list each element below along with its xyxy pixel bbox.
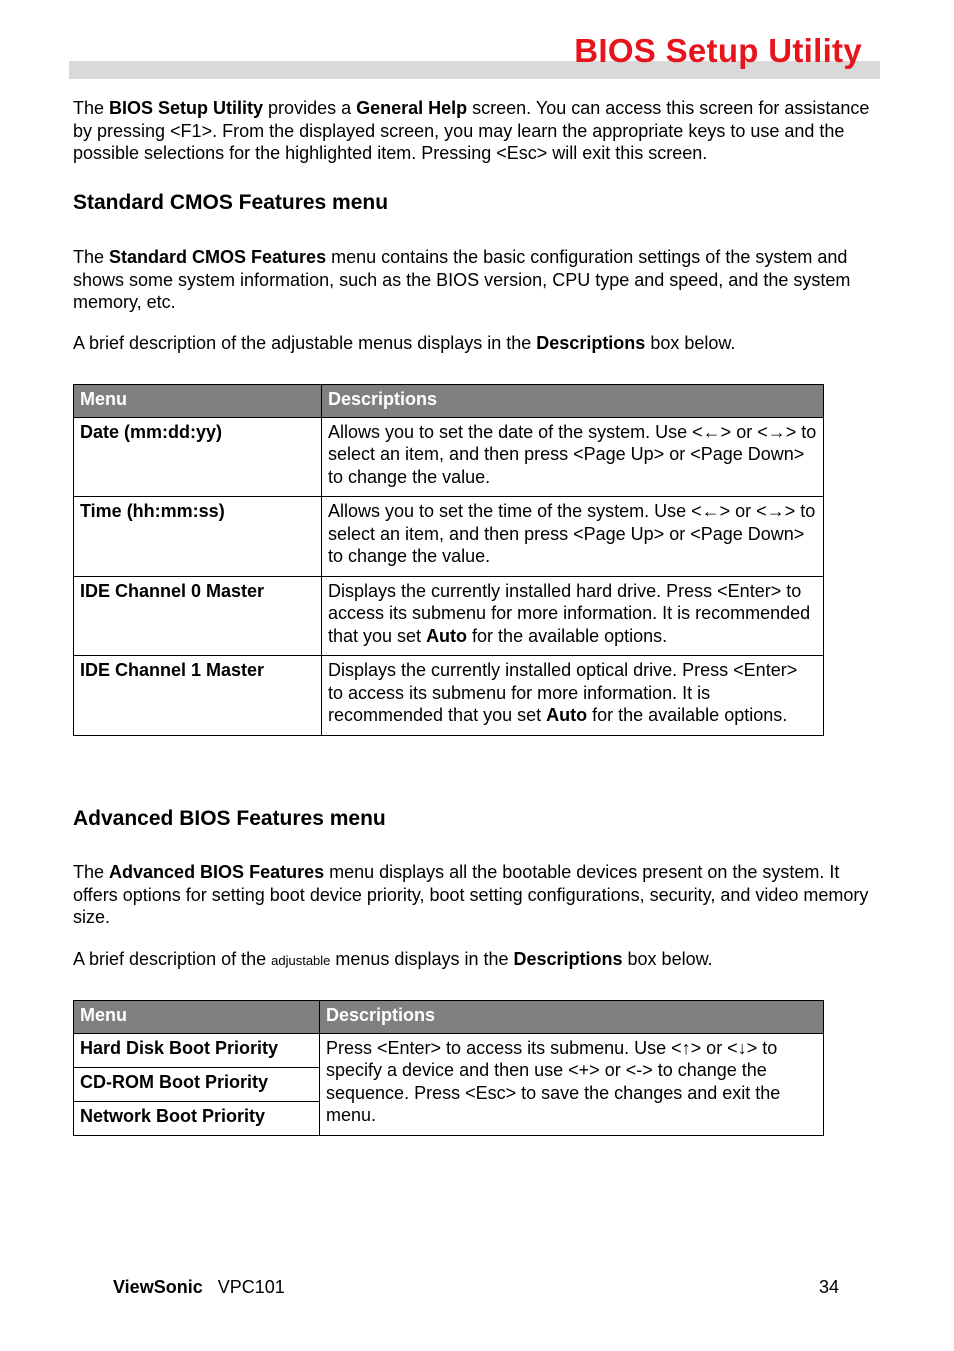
menu-cell: IDE Channel 0 Master [74,576,322,656]
menu-cell: IDE Channel 1 Master [74,656,322,736]
column-header-descriptions: Descriptions [320,1001,824,1034]
footer-brand: ViewSonic [113,1277,203,1297]
advanced-paragraph: The Advanced BIOS Features menu displays all the bootable devices present on the system. It offers options for setting boot device priority, boot setting configurations, security, and video memory size. [73,862,869,927]
description-cell: Allows you to set the date of the system. Use <←> or <→> to select an item, and then press <Page Up> or <Page Down> to change the value. [322,417,824,497]
description-cell: Allows you to set the time of the system. Use <←> or <→> to select an item, and then press <Page Up> or <Page Down> to change the value. [322,497,824,577]
table-header-row [74,1001,824,1034]
cmos-paragraph: The Standard CMOS Features menu contains the basic configuration settings of the system and shows some system information, such as the BIOS version, CPU type and speed, and the system memory, etc. [73,247,851,312]
description-cell: Displays the currently installed hard drive. Press <Enter> to access its submenu for more information. It is recommended that you set Auto for the available options. [322,576,824,656]
column-header-menu: Menu [74,1001,320,1034]
page-number: 34 [819,1277,840,1297]
advanced-heading: Advanced BIOS Features menu [73,807,386,830]
cmos-brief-text: A brief description of the adjustable menus displays in the Descriptions box below. [73,333,736,353]
advanced-table [73,1000,824,1136]
column-header-menu: Menu [74,385,322,418]
intro-paragraph: The BIOS Setup Utility provides a General Help screen. You can access this screen for assistance by pressing <F1>. From the displayed screen, you may learn the appropriate keys to use and the possible selections for the highlighted item. Pressing <Esc> will exit this screen. [73,98,870,163]
table-row [74,497,824,577]
advanced-brief-text: A brief description of the adjustable menus displays in the Descriptions box below. [73,949,713,969]
description-cell: Press <Enter> to access its submenu. Use <↑> or <↓> to specify a device and then use <+> or <-> to change the sequence. Press <Esc> to save the changes and exit the menu. [320,1033,824,1135]
table-row [74,1033,824,1067]
page-title: BIOS Setup Utility [574,32,862,69]
description-cell: Displays the currently installed optical drive. Press <Enter> to access its submenu for more information. It is recommended that you set Auto for the available options. [322,656,824,736]
menu-cell: Network Boot Priority [74,1101,320,1135]
column-header-descriptions: Descriptions [322,385,824,418]
menu-cell: Time (hh:mm:ss) [74,497,322,577]
cmos-heading: Standard CMOS Features menu [73,191,389,214]
table-row [74,576,824,656]
table-header-row [74,385,824,418]
table-row [74,656,824,736]
menu-cell: Hard Disk Boot Priority [74,1033,320,1067]
footer-model: VPC101 [217,1277,285,1297]
footer-product [113,1277,285,1298]
menu-cell: CD-ROM Boot Priority [74,1067,320,1101]
table-row [74,417,824,497]
cmos-table [73,384,824,736]
menu-cell: Date (mm:dd:yy) [74,417,322,497]
